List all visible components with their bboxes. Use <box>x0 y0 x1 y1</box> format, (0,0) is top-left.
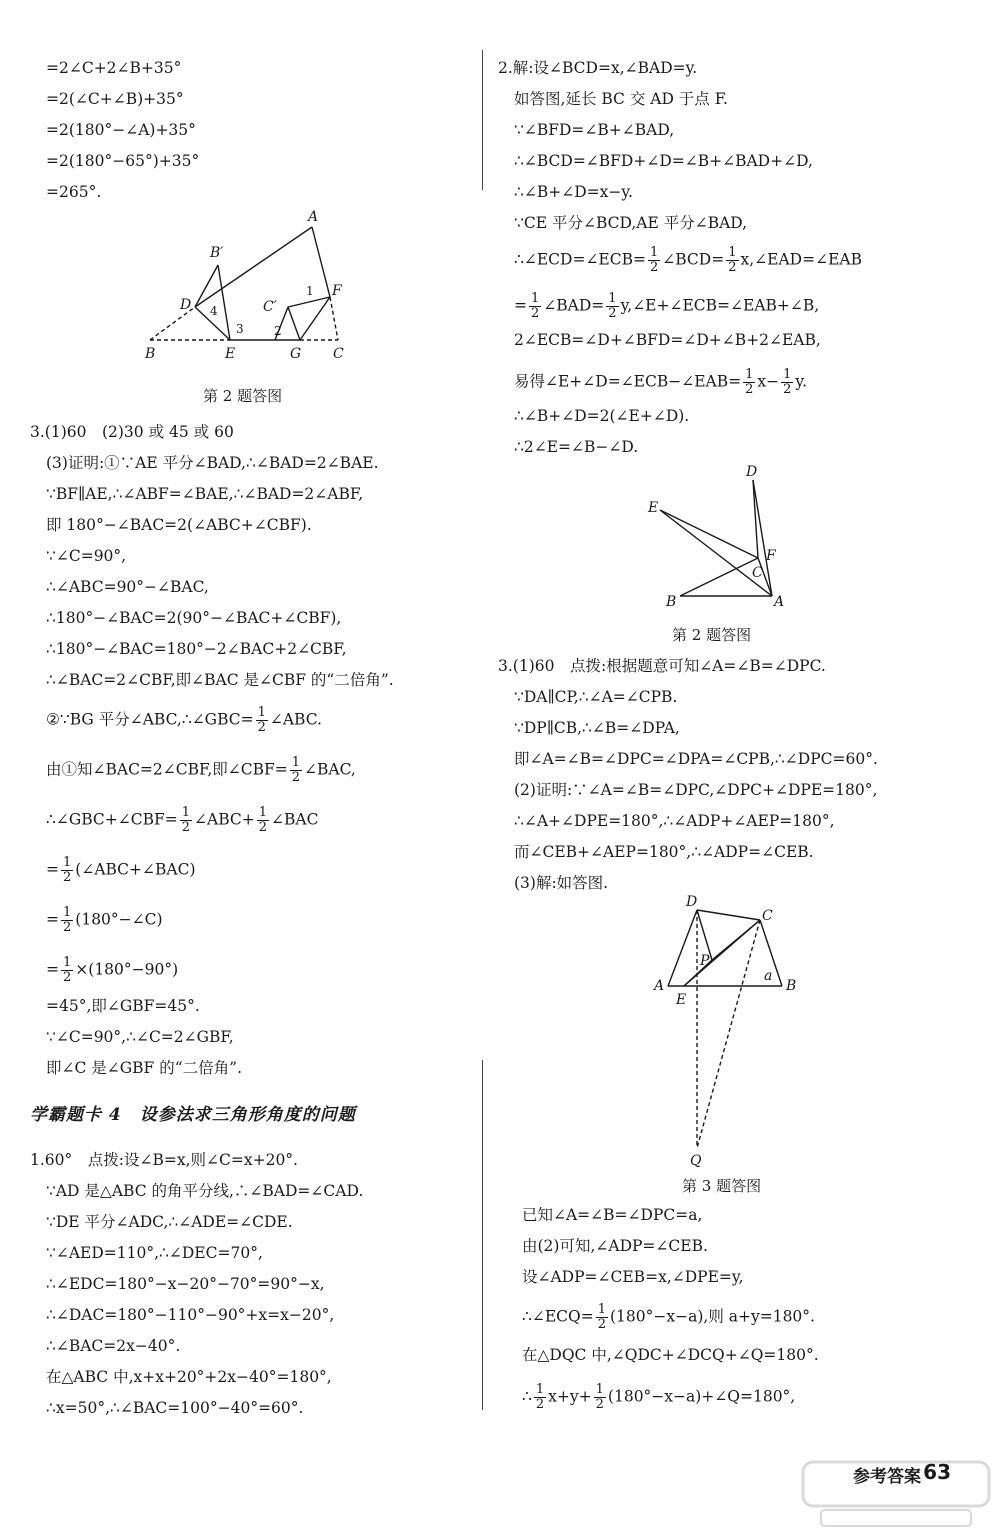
answer-line: 3.(1)60 (2)30 或 45 或 60 <box>30 423 234 441</box>
segment-AF <box>312 227 330 297</box>
proof-line: 即∠C 是∠GBF 的“二倍角”. <box>46 1059 242 1077</box>
angle-4-label: 4 <box>210 304 218 318</box>
page-number: 63 <box>923 1460 951 1484</box>
answer-line: 3.(1)60 点拨:根据题意可知∠A=∠B=∠DPC. <box>498 657 826 675</box>
label-alpha: a <box>764 968 773 984</box>
label-B: B <box>786 978 797 994</box>
proof-line: (3)证明:①∵AE 平分∠BAD,∴∠BAD=2∠BAE. <box>46 454 379 472</box>
proof-line: 即∠A=∠B=∠DPC=∠DPA=∠CPB,∴∠DPC=60°. <box>514 750 878 768</box>
proof-line: 如答图,延长 BC 交 AD 于点 F. <box>514 90 728 108</box>
proof-line: 易得∠E+∠D=∠ECB−∠EAB= $\frac{1}{2}$ x− $\frac{1}{2}$ y. <box>514 367 808 397</box>
proof-line: =2(180°−65°)+35° <box>46 152 200 170</box>
proof-line: 在△DQC 中,∠QDC+∠DCQ+∠Q=180°. <box>522 1346 819 1364</box>
figure-caption: 第 2 题答图 <box>203 387 283 405</box>
proof-line: 由(2)可知,∠ADP=∠CEB. <box>522 1237 708 1255</box>
answer-line: 1.60° 点拨:设∠B=x,则∠C=x+20°. <box>30 1151 298 1169</box>
proof-line: = $\frac{1}{2}$ ×(180°−90°) <box>46 955 179 985</box>
segment-DB1 <box>195 265 218 307</box>
label-B: B <box>145 346 156 362</box>
segment-DC <box>697 910 760 920</box>
proof-line: =45°,即∠GBF=45°. <box>46 997 200 1015</box>
column-divider <box>482 1060 483 1410</box>
label-A: A <box>774 594 785 610</box>
fraction: $\frac{1}{2}$ <box>783 367 792 397</box>
proof-line: ②∵BG 平分∠ABC,∴∠GBC= $\frac{1}{2}$ ∠ABC. <box>46 705 322 735</box>
proof-line: ∴∠ABC=90°−∠BAC, <box>46 578 209 596</box>
proof-line: ∴∠GBC+∠CBF= $\frac{1}{2}$ ∠ABC+ $\frac{1}{2}$ ∠BAC <box>46 805 319 835</box>
fraction: $\frac{1}{2}$ <box>257 705 266 735</box>
figure-caption: 第 3 题答图 <box>682 1177 762 1195</box>
proof-line: 在△ABC 中,x+x+20°+2x−40°=180°, <box>46 1368 332 1386</box>
proof-line: ∴∠BAC=2∠CBF,即∠BAC 是∠CBF 的“二倍角”. <box>46 671 394 689</box>
proof-line: =2(180°−∠A)+35° <box>46 121 196 139</box>
segment-B1E <box>218 265 230 340</box>
label-E: E <box>676 992 687 1008</box>
label-C: C <box>333 346 344 362</box>
proof-line: (3)解:如答图. <box>514 874 609 892</box>
label-C-prime: C′ <box>263 299 277 315</box>
label-D: D <box>746 464 758 480</box>
proof-line: 由①知∠BAC=2∠CBF,即∠CBF= $\frac{1}{2}$ ∠BAC, <box>46 755 356 785</box>
proof-line: ∵∠C=90°, <box>46 547 127 565</box>
proof-line: =2∠C+2∠B+35° <box>46 59 182 77</box>
proof-line: 而∠CEB+∠AEP=180°,∴∠ADP=∠CEB. <box>514 843 814 861</box>
fraction: $\frac{1}{2}$ <box>258 805 268 835</box>
fraction: $\frac{1}{2}$ <box>745 367 754 397</box>
label-A: A <box>654 978 665 994</box>
proof-line: ∴∠BAC=2x−40°. <box>46 1337 181 1355</box>
figure-caption: 第 2 题答图 <box>672 626 752 644</box>
label-Q: Q <box>690 1153 702 1169</box>
proof-line: 设∠ADP=∠CEB=x,∠DPE=y, <box>522 1268 744 1286</box>
proof-line: 2∠ECB=∠D+∠BFD=∠D+∠B+2∠EAB, <box>514 331 821 349</box>
segment-DA <box>195 227 312 307</box>
label-E: E <box>648 500 659 516</box>
watermark-logo <box>801 1460 991 1530</box>
proof-line: 即 180°−∠BAC=2(∠ABC+∠CBF). <box>46 516 312 534</box>
angle-1-label: 1 <box>306 284 314 298</box>
proof-line: ∴∠BCD=∠BFD+∠D=∠B+∠BAD+∠D, <box>514 152 813 170</box>
proof-line: ∵∠AED=110°,∴∠DEC=70°, <box>46 1244 263 1262</box>
proof-line: =265°. <box>46 183 102 201</box>
label-D: D <box>180 297 192 313</box>
label-C: C <box>752 565 763 581</box>
proof-line: = $\frac{1}{2}$ (180°−∠C) <box>46 905 163 935</box>
label-F: F <box>332 283 342 299</box>
fraction: $\frac{1}{2}$ <box>535 1382 545 1412</box>
proof-line: ∴180°−∠BAC=2(90°−∠BAC+∠CBF), <box>46 609 342 627</box>
proof-line: ∴∠B+∠D=x−y. <box>514 183 633 201</box>
label-P: P <box>700 953 710 969</box>
label-G: G <box>290 346 302 362</box>
proof-line: ∵DE 平分∠ADC,∴∠ADE=∠CDE. <box>46 1213 293 1231</box>
fraction: $\frac{1}{2}$ <box>63 905 72 935</box>
proof-line: ∴∠B+∠D=2(∠E+∠D). <box>514 407 690 425</box>
proof-line: ∵DP∥CB,∴∠B=∠DPA, <box>514 719 680 737</box>
label-B: B <box>666 594 677 610</box>
proof-line: ∴180°−∠BAC=180°−2∠BAC+2∠CBF, <box>46 640 347 658</box>
section-title: 学霸题卡 4 设参法求三角形角度的问题 <box>30 1105 356 1125</box>
proof-line: ∴ $\frac{1}{2}$ x+y+ $\frac{1}{2}$ (180°−x−a)+∠Q=180°, <box>522 1382 796 1412</box>
column-divider <box>482 50 483 190</box>
geometry-figure-q2-right <box>640 460 800 620</box>
fraction: $\frac{1}{2}$ <box>291 755 301 785</box>
fraction: $\frac{1}{2}$ <box>181 805 191 835</box>
proof-line: ∴∠A+∠DPE=180°,∴∠ADP+∠AEP=180°, <box>514 812 835 830</box>
label-F: F <box>766 548 776 564</box>
segment-FC <box>330 297 338 340</box>
proof-line: 已知∠A=∠B=∠DPC=a, <box>522 1206 703 1224</box>
label-C: C <box>762 908 773 924</box>
geometry-figure-q3 <box>650 890 810 1170</box>
proof-line: ∵∠BFD=∠B+∠BAD, <box>514 121 675 139</box>
label-A: A <box>308 209 319 225</box>
proof-line: ∴2∠E=∠B−∠D. <box>514 438 639 456</box>
proof-line: ∴x=50°,∴∠BAC=100°−40°=60°. <box>46 1399 304 1417</box>
segment-C1G <box>288 307 300 340</box>
proof-line: ∵DA∥CP,∴∠A=∠CPB. <box>514 688 678 706</box>
proof-line: = $\frac{1}{2}$ (∠ABC+∠BAC) <box>46 855 196 885</box>
proof-line: ∴∠ECQ= $\frac{1}{2}$ (180°−x−a),则 a+y=180°. <box>522 1302 815 1332</box>
geometry-figure-q2-left <box>140 205 360 365</box>
fraction: $\frac{1}{2}$ <box>608 291 617 321</box>
fraction: $\frac{1}{2}$ <box>595 1382 604 1412</box>
fraction: $\frac{1}{2}$ <box>63 855 72 885</box>
proof-line: =2(∠C+∠B)+35° <box>46 90 184 108</box>
answer-line: 2.解:设∠BCD=x,∠BAD=y. <box>498 59 698 77</box>
proof-line: ∵∠C=90°,∴∠C=2∠GBF, <box>46 1028 234 1046</box>
fraction: $\frac{1}{2}$ <box>649 245 659 275</box>
fraction: $\frac{1}{2}$ <box>63 955 72 985</box>
angle-3-label: 3 <box>236 322 244 336</box>
angle-2-label: 2 <box>274 324 282 338</box>
label-D: D <box>686 894 698 910</box>
label-B-prime: B′ <box>210 245 224 261</box>
proof-line: ∴∠EDC=180°−x−20°−70°=90°−x, <box>46 1275 325 1293</box>
proof-line: ∵AD 是△ABC 的角平分线,∴∠BAD=∠CAD. <box>46 1182 364 1200</box>
fraction: $\frac{1}{2}$ <box>597 1302 606 1332</box>
proof-line: ∵BF∥AE,∴∠ABF=∠BAE,∴∠BAD=2∠ABF, <box>46 485 364 503</box>
fraction: $\frac{1}{2}$ <box>531 291 540 321</box>
proof-line: ∴∠ECD=∠ECB= $\frac{1}{2}$ ∠BCD= $\frac{1}{2}$ x,∠EAD=∠EAB <box>514 245 862 275</box>
proof-line: ∴∠DAC=180°−110°−90°+x=x−20°, <box>46 1306 335 1324</box>
proof-line: ∵CE 平分∠BCD,AE 平分∠BAD, <box>514 214 748 232</box>
label-E: E <box>225 346 236 362</box>
proof-line: = $\frac{1}{2}$ ∠BAD= $\frac{1}{2}$ y,∠E+∠ECB=∠EAB+∠B, <box>514 291 820 321</box>
footer-label: 参考答案 <box>853 1467 921 1487</box>
segment-AD <box>668 910 697 986</box>
segment-EC <box>660 510 758 558</box>
proof-line: (2)证明:∵∠A=∠B=∠DPC,∠DPC+∠DPE=180°, <box>514 781 878 799</box>
fraction: $\frac{1}{2}$ <box>728 245 737 275</box>
